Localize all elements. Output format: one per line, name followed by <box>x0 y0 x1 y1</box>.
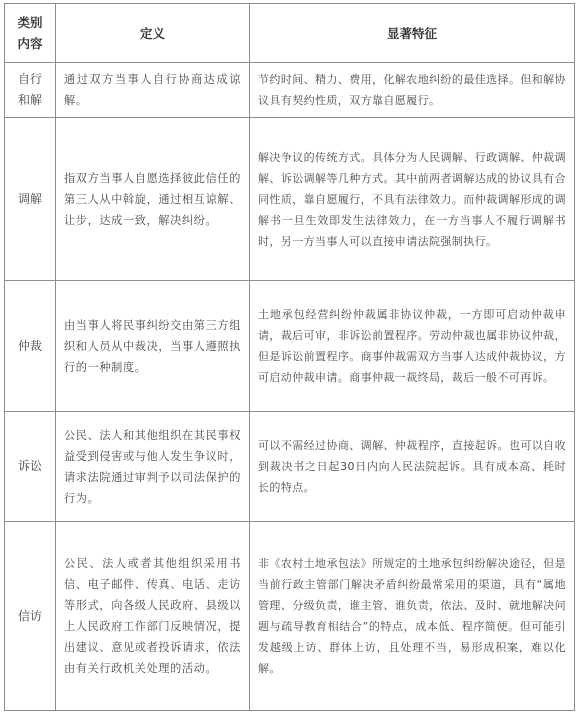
header-row <box>5 4 575 63</box>
corner-label-category: 类别 <box>17 15 43 30</box>
features-cell: 节约时间、精力、费用，化解农地纠纷的最佳选择。但和解协议具有契约性质，双方靠自愿履行。 <box>250 63 575 118</box>
corner-label-content: 内容 <box>17 36 43 51</box>
definition-cell: 通过双方当事人自行协商达成谅解。 <box>56 63 250 118</box>
header-corner-cell <box>5 4 56 63</box>
table-row <box>5 522 575 711</box>
category-cell: 信访 <box>5 522 56 711</box>
category-label: 自行和解 <box>17 72 42 107</box>
header-definition: 定义 <box>56 4 250 63</box>
table-row <box>5 118 575 281</box>
category-cell <box>5 63 56 118</box>
definition-cell: 由当事人将民事纠纷交由第三方组织和人员从中裁决，当事人遵照执行的一种制度。 <box>56 281 250 412</box>
category-cell: 调解 <box>5 118 56 281</box>
definition-cell: 指双方当事人自愿选择彼此信任的第三人从中斡旋，通过相互谅解、让步，达成一致，解决纠纷。 <box>56 118 250 281</box>
features-cell: 解决争议的传统方式。具体分为人民调解、行政调解、仲裁调解、诉讼调解等几种方式。其中前两者调解达成的协议具有合同性质，靠自愿履行，不具有法律效力。而仲裁调解形成的调解书一旦生效即发生法律效力，在一方当事人不履行调解书时，另一方当事人可以直接申请法院强制执行。 <box>250 118 575 281</box>
features-cell: 可以不需经过协商、调解、仲裁程序，直接起诉。也可以自收到裁决书之日起30日内向人民法院起诉。具有成本高、耗时长的特点。 <box>250 412 575 522</box>
definition-cell: 公民、法人或者其他组织采用书信、电子邮件、传真、电话、走访等形式，向各级人民政府、县级以上人民政府工作部门反映情况，提出建议、意见或者投诉请求，依法由有关行政机关处理的活动。 <box>56 522 250 711</box>
features-cell: 土地承包经营纠纷仲裁属非协议仲裁，一方即可启动仲裁申请，裁后可审，非诉讼前置程序。劳动仲裁也属非协议仲裁，但是诉讼前置程序。商事仲裁需双方当事人达成仲裁协议，方可启动仲裁申请。商事仲裁一裁终局，裁后一般不可再诉。 <box>250 281 575 412</box>
table-row <box>5 281 575 412</box>
table-row <box>5 412 575 522</box>
category-cell: 诉讼 <box>5 412 56 522</box>
definition-cell: 公民、法人和其他组织在其民事权益受到侵害或与他人发生争议时，请求法院通过审判予以司法保护的行为。 <box>56 412 250 522</box>
category-cell: 仲裁 <box>5 281 56 412</box>
features-cell: 非《农村土地承包法》所规定的土地承包纠纷解决途径，但是当前行政主管部门解决矛盾纠纷最常采用的渠道，具有“属地管理、分级负责，谁主管、谁负责，依法、及时、就地解决问题与疏导教育相结合”的特点，成本低、程序简便。但可能引发越级上访、群体上访，且处理不当，易形成积案，难以化解。 <box>250 522 575 711</box>
table-row <box>5 63 575 118</box>
dispute-resolution-table <box>4 3 575 711</box>
header-features: 显著特征 <box>250 4 575 63</box>
